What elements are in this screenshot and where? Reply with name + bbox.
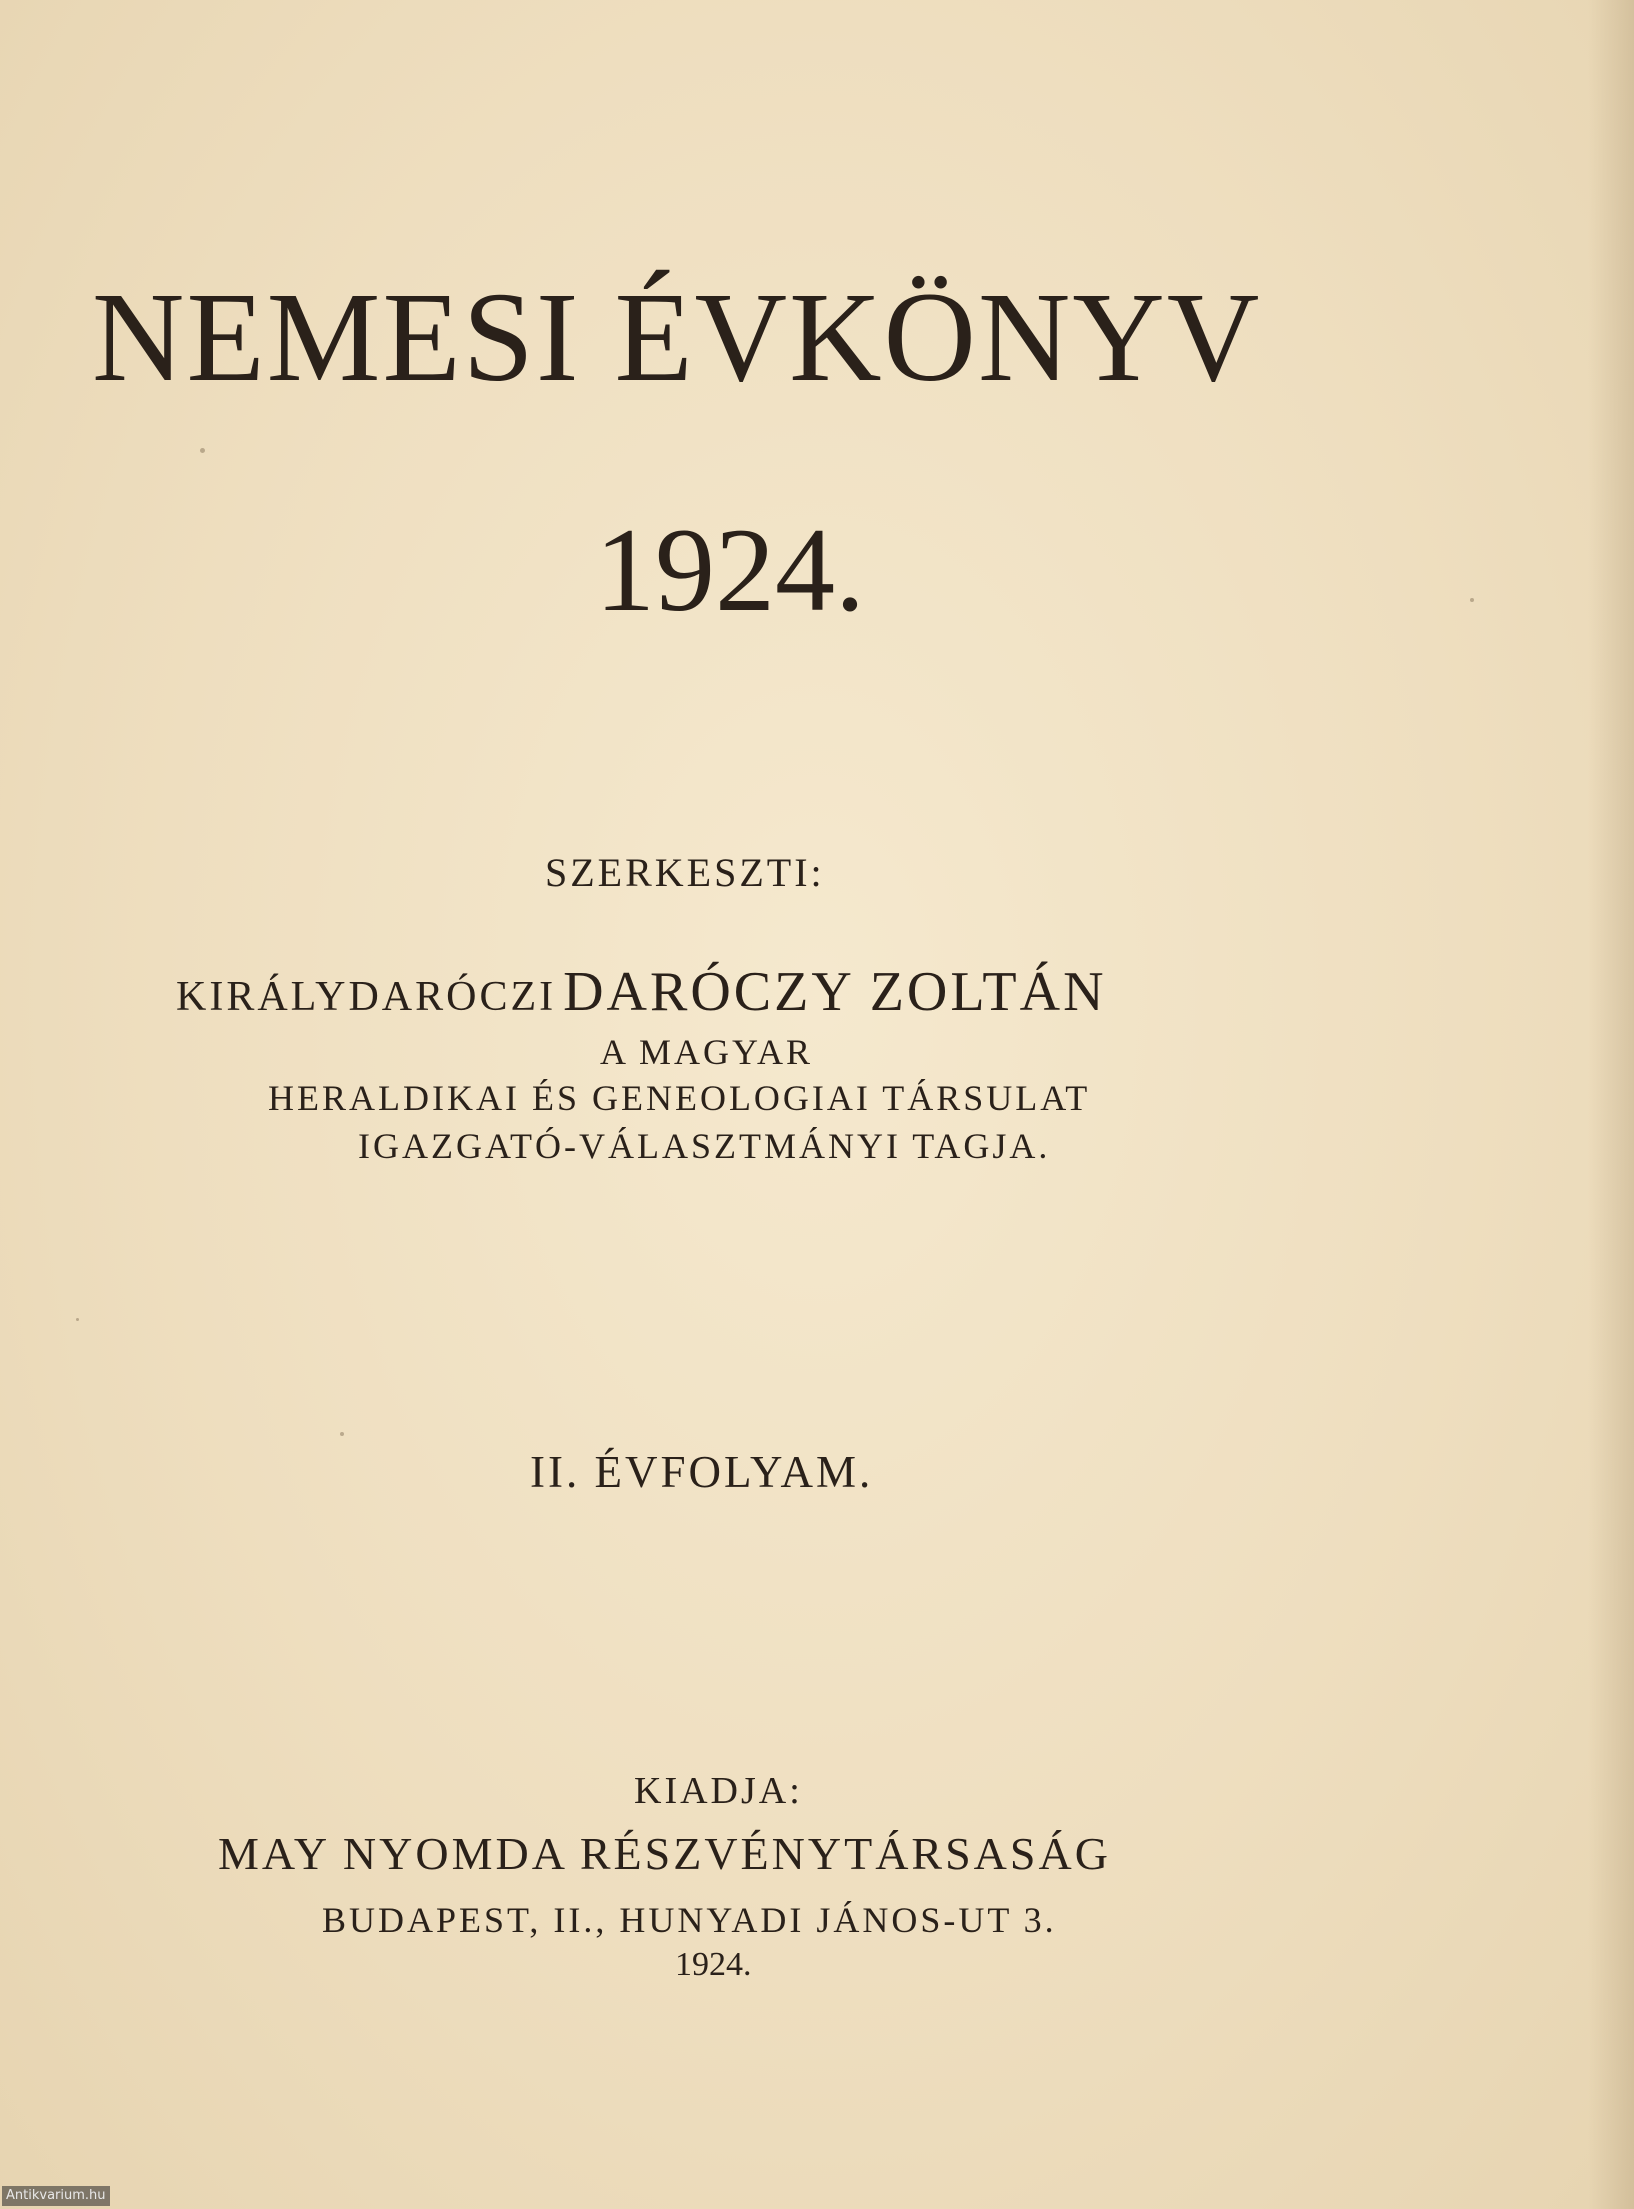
- publisher-label: KIADJA:: [634, 1770, 803, 1812]
- paper-speck: [200, 448, 205, 453]
- editor-name: DARÓCZY ZOLTÁN: [563, 961, 1107, 1023]
- affiliation-line-1: A MAGYAR: [600, 1032, 814, 1072]
- publication-year: 1924.: [675, 1946, 752, 1983]
- affiliation-line-2: HERALDIKAI ÉS GENEOLOGIAI TÁRSULAT: [268, 1078, 1091, 1118]
- page-edge-shadow: [1588, 0, 1634, 2209]
- editor-label: SZERKESZTI:: [545, 850, 825, 895]
- book-title: NEMESI ÉVKÖNYV: [92, 266, 1262, 408]
- publisher-name: MAY NYOMDA RÉSZVÉNYTÁRSASÁG: [218, 1828, 1111, 1879]
- edition-year: 1924.: [595, 503, 865, 636]
- editor-prefix: KIRÁLYDARÓCZI: [176, 974, 557, 1020]
- volume-label: II. ÉVFOLYAM.: [530, 1447, 874, 1497]
- paper-speck: [1470, 598, 1474, 602]
- paper-speck: [340, 1432, 344, 1436]
- paper-speck: [76, 1318, 79, 1321]
- publisher-address: BUDAPEST, II., HUNYADI JÁNOS-UT 3.: [322, 1900, 1057, 1940]
- editor-line: [176, 962, 1276, 1036]
- affiliation-line-3: IGAZGATÓ-VÁLASZTMÁNYI TAGJA.: [358, 1126, 1051, 1166]
- watermark: Antikvarium.hu: [2, 2186, 110, 2206]
